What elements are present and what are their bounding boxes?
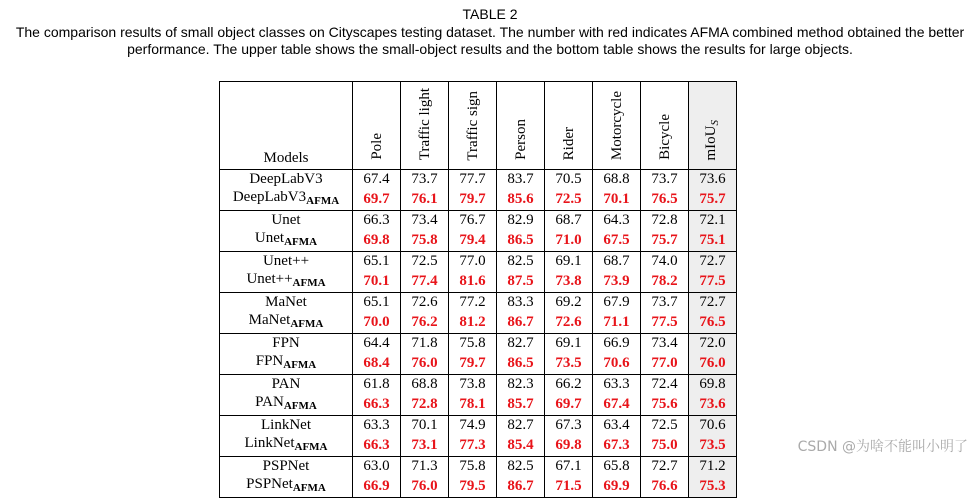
model-label: DeepLabV3 — [232, 189, 307, 206]
table-cell: 67.4 — [593, 393, 641, 416]
model-name — [220, 270, 353, 293]
table-cell: 73.8 — [545, 270, 593, 293]
table-cell: 67.1 — [545, 457, 593, 476]
table-cell: 76.7 — [449, 211, 497, 230]
table-body — [220, 170, 737, 498]
afma-subscript: AFMA — [290, 318, 324, 331]
table-cell: 66.9 — [593, 334, 641, 353]
table-cell: 71.0 — [545, 229, 593, 252]
table-cell: 73.5 — [689, 434, 737, 457]
table-cell: 72.4 — [641, 375, 689, 394]
table-row — [220, 375, 737, 394]
table-cell: 86.7 — [497, 311, 545, 334]
table-cell: 72.7 — [641, 457, 689, 476]
model-label: PAN — [255, 394, 284, 411]
table-cell: 76.0 — [689, 352, 737, 375]
model-label: DeepLabV3 — [249, 171, 323, 188]
table-cell: 83.7 — [497, 170, 545, 189]
column-label: Motorcycle — [608, 90, 625, 161]
model-name — [220, 352, 353, 375]
model-name — [220, 188, 353, 211]
table-row — [220, 457, 737, 476]
table-cell: 78.1 — [449, 393, 497, 416]
table-cell: 74.9 — [449, 416, 497, 435]
table-cell: 76.5 — [689, 311, 737, 334]
table-cell: 69.1 — [545, 252, 593, 271]
table-cell: 82.5 — [497, 252, 545, 271]
table-cell: 72.7 — [689, 252, 737, 271]
column-header-0 — [353, 82, 401, 170]
model-label: LinkNet — [244, 435, 295, 452]
column-header-1 — [401, 82, 449, 170]
miou-subscript: S — [708, 119, 721, 126]
model-label: MaNet — [265, 294, 307, 311]
table-cell: 72.6 — [401, 293, 449, 312]
table-cell: 83.3 — [497, 293, 545, 312]
model-label: LinkNet — [261, 417, 311, 434]
table-cell: 75.8 — [401, 229, 449, 252]
table-cell: 81.2 — [449, 311, 497, 334]
table-row — [220, 188, 737, 211]
model-name — [220, 170, 353, 189]
model-label: Unet++ — [246, 271, 293, 288]
table-row — [220, 252, 737, 271]
table-cell: 71.5 — [545, 475, 593, 498]
table-cell: 86.7 — [497, 475, 545, 498]
model-name — [220, 293, 353, 312]
table-cell: 73.7 — [401, 170, 449, 189]
model-label: Unet — [254, 230, 285, 247]
model-label: Unet++ — [262, 253, 310, 270]
table-cell: 79.7 — [449, 188, 497, 211]
table-cell: 78.2 — [641, 270, 689, 293]
model-name — [220, 334, 353, 353]
table-cell: 69.1 — [545, 334, 593, 353]
table-cell: 77.0 — [641, 352, 689, 375]
afma-subscript: AFMA — [292, 482, 326, 495]
table-cell: 66.3 — [353, 211, 401, 230]
table-cell: 64.4 — [353, 334, 401, 353]
table-row — [220, 270, 737, 293]
afma-subscript: AFMA — [283, 400, 317, 413]
table-cell: 68.7 — [545, 211, 593, 230]
afma-subscript: AFMA — [294, 441, 328, 454]
table-cell: 76.0 — [401, 352, 449, 375]
column-header-5 — [593, 82, 641, 170]
table-cell: 68.7 — [593, 252, 641, 271]
table-cell: 67.4 — [353, 170, 401, 189]
table-cell: 66.2 — [545, 375, 593, 394]
model-label: FPN — [272, 335, 300, 352]
table-cell: 63.3 — [593, 375, 641, 394]
column-label: Bicycle — [656, 114, 673, 161]
table-cell: 71.1 — [593, 311, 641, 334]
table-cell: 75.1 — [689, 229, 737, 252]
model-name — [220, 457, 353, 476]
table-row — [220, 211, 737, 230]
model-name — [220, 311, 353, 334]
column-header-6 — [641, 82, 689, 170]
table-cell: 75.7 — [641, 229, 689, 252]
table-cell: 72.0 — [689, 334, 737, 353]
table-cell: 75.8 — [449, 334, 497, 353]
table-cell: 86.5 — [497, 352, 545, 375]
table-cell: 77.5 — [641, 311, 689, 334]
model-name — [220, 475, 353, 498]
afma-subscript: AFMA — [306, 195, 340, 208]
table-row — [220, 475, 737, 498]
table-cell: 73.5 — [545, 352, 593, 375]
model-name — [220, 375, 353, 394]
table-cell: 82.7 — [497, 416, 545, 435]
table-cell: 82.9 — [497, 211, 545, 230]
table-cell: 65.1 — [353, 252, 401, 271]
table-cell: 73.4 — [641, 334, 689, 353]
column-header-7 — [689, 82, 737, 170]
table-cell: 79.7 — [449, 352, 497, 375]
table-cell: 66.3 — [353, 434, 401, 457]
table-row — [220, 311, 737, 334]
table-cell: 73.1 — [401, 434, 449, 457]
column-label: Traffic sign — [464, 90, 481, 161]
table-cell: 63.0 — [353, 457, 401, 476]
table-cell: 72.5 — [545, 188, 593, 211]
table-cell: 73.9 — [593, 270, 641, 293]
model-label: PAN — [271, 376, 301, 393]
table-cell: 69.2 — [545, 293, 593, 312]
table-cell: 75.3 — [689, 475, 737, 498]
results-table — [219, 81, 737, 498]
table-cell: 79.4 — [449, 229, 497, 252]
table-cell: 82.7 — [497, 334, 545, 353]
table-cell: 76.2 — [401, 311, 449, 334]
model-label: PSPNet — [246, 476, 293, 493]
table-row — [220, 434, 737, 457]
column-header-3 — [497, 82, 545, 170]
table-cell: 67.9 — [593, 293, 641, 312]
table-row — [220, 334, 737, 353]
table-cell: 63.3 — [353, 416, 401, 435]
table-cell: 71.3 — [401, 457, 449, 476]
table-cell: 77.3 — [449, 434, 497, 457]
table-cell: 67.5 — [593, 229, 641, 252]
column-label: mIoU — [702, 125, 719, 161]
table-cell: 66.3 — [353, 393, 401, 416]
table-cell: 70.6 — [593, 352, 641, 375]
header-row — [220, 82, 737, 170]
table-cell: 72.5 — [641, 416, 689, 435]
table-cell: 77.2 — [449, 293, 497, 312]
table-cell: 72.1 — [689, 211, 737, 230]
table-cell: 73.7 — [641, 170, 689, 189]
table-cell: 73.7 — [641, 293, 689, 312]
table-cell: 85.7 — [497, 393, 545, 416]
table-cell: 69.8 — [545, 434, 593, 457]
table-cell: 64.3 — [593, 211, 641, 230]
model-name — [220, 229, 353, 252]
table-cell: 76.5 — [641, 188, 689, 211]
caption-text: The comparison results of small object classes on Cityscapes testing dataset. The number with red indicates AFMA combined method obtained the better performance. The upper table shows the small-object results and the bottom table shows the results for large objects. — [15, 23, 965, 57]
column-header-4 — [545, 82, 593, 170]
table-cell: 72.6 — [545, 311, 593, 334]
afma-subscript: AFMA — [284, 236, 318, 249]
models-header: Models — [220, 82, 353, 170]
table-cell: 72.8 — [401, 393, 449, 416]
table-cell: 87.5 — [497, 270, 545, 293]
table-caption — [0, 6, 980, 59]
model-name — [220, 393, 353, 416]
model-name — [220, 211, 353, 230]
table-cell: 76.6 — [641, 475, 689, 498]
table-row — [220, 170, 737, 189]
table-cell: 69.8 — [689, 375, 737, 394]
table-cell: 69.7 — [353, 188, 401, 211]
table-cell: 85.6 — [497, 188, 545, 211]
table-cell: 72.8 — [641, 211, 689, 230]
table-cell: 77.7 — [449, 170, 497, 189]
table-row — [220, 352, 737, 375]
column-label: Traffic light — [416, 88, 433, 161]
table-cell: 73.6 — [689, 170, 737, 189]
table-cell: 86.5 — [497, 229, 545, 252]
table-cell: 68.8 — [593, 170, 641, 189]
table-row — [220, 393, 737, 416]
column-label: Person — [512, 119, 529, 161]
table-cell: 73.6 — [689, 393, 737, 416]
table-cell: 75.7 — [689, 188, 737, 211]
table-cell: 76.1 — [401, 188, 449, 211]
table-row — [220, 293, 737, 312]
table-row — [220, 416, 737, 435]
table-row — [220, 229, 737, 252]
table-cell: 69.8 — [353, 229, 401, 252]
table-cell: 63.4 — [593, 416, 641, 435]
table-cell: 76.0 — [401, 475, 449, 498]
table-cell: 70.0 — [353, 311, 401, 334]
table-cell: 70.6 — [689, 416, 737, 435]
table-cell: 70.1 — [401, 416, 449, 435]
table-cell: 68.8 — [401, 375, 449, 394]
watermark: CSDN @为啥不能叫小明了 — [797, 439, 968, 455]
table-cell: 70.5 — [545, 170, 593, 189]
table-cell: 65.1 — [353, 293, 401, 312]
table-cell: 79.5 — [449, 475, 497, 498]
column-label: Rider — [560, 126, 577, 161]
model-label: MaNet — [248, 312, 291, 329]
model-name — [220, 434, 353, 457]
model-label: PSPNet — [262, 458, 310, 475]
table-cell: 75.0 — [641, 434, 689, 457]
table-cell: 71.2 — [689, 457, 737, 476]
table-cell: 73.8 — [449, 375, 497, 394]
model-label: FPN — [255, 353, 284, 370]
table-cell: 66.9 — [353, 475, 401, 498]
table-cell: 77.4 — [401, 270, 449, 293]
table-cell: 75.6 — [641, 393, 689, 416]
table-cell: 69.9 — [593, 475, 641, 498]
table-cell: 73.4 — [401, 211, 449, 230]
table-cell: 82.5 — [497, 457, 545, 476]
table-cell: 68.4 — [353, 352, 401, 375]
afma-subscript: AFMA — [292, 277, 326, 290]
table-cell: 75.8 — [449, 457, 497, 476]
table-cell: 69.7 — [545, 393, 593, 416]
afma-subscript: AFMA — [283, 359, 317, 372]
model-name — [220, 252, 353, 271]
model-label: Unet — [271, 212, 301, 229]
table-cell: 81.6 — [449, 270, 497, 293]
table-cell: 77.0 — [449, 252, 497, 271]
table-cell: 70.1 — [593, 188, 641, 211]
table-cell: 72.5 — [401, 252, 449, 271]
table-cell: 67.3 — [593, 434, 641, 457]
table-cell: 85.4 — [497, 434, 545, 457]
table-cell: 77.5 — [689, 270, 737, 293]
model-name — [220, 416, 353, 435]
table-cell: 74.0 — [641, 252, 689, 271]
column-label: Pole — [368, 133, 385, 161]
table-cell: 82.3 — [497, 375, 545, 394]
table-cell: 67.3 — [545, 416, 593, 435]
table-cell: 71.8 — [401, 334, 449, 353]
table-cell: 61.8 — [353, 375, 401, 394]
table-cell: 65.8 — [593, 457, 641, 476]
table-cell: 70.1 — [353, 270, 401, 293]
column-header-2 — [449, 82, 497, 170]
table-cell: 72.7 — [689, 293, 737, 312]
caption-title: TABLE 2 — [462, 6, 518, 22]
